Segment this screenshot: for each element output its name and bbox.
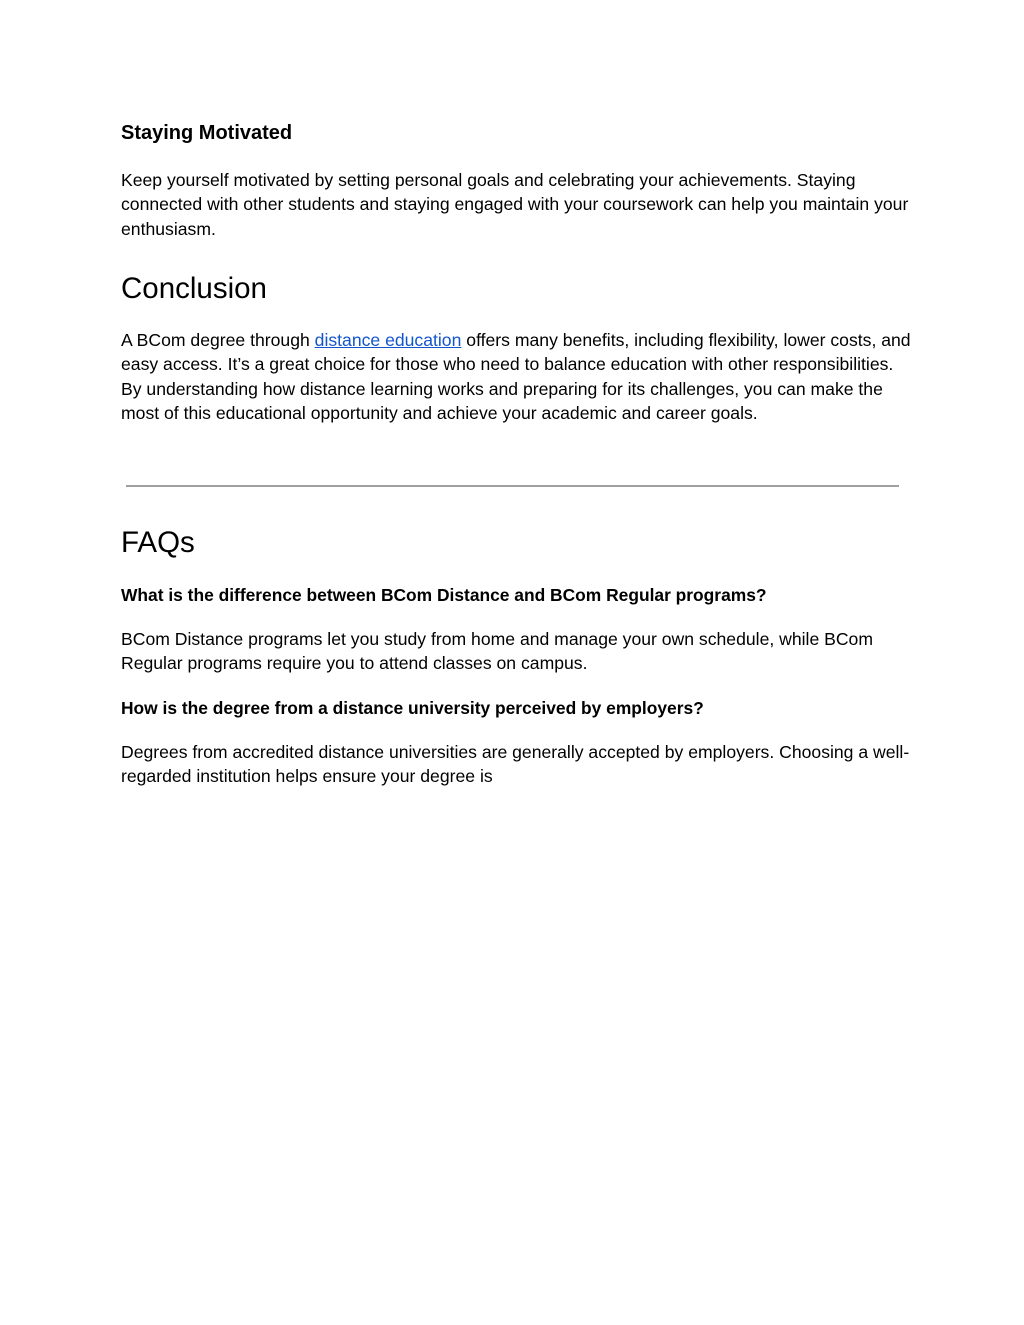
section-heading-faqs: FAQs <box>121 526 195 559</box>
horizontal-divider <box>126 485 899 487</box>
section-heading-conclusion: Conclusion <box>121 272 267 305</box>
faq-question-1: What is the difference between BCom Distance and BCom Regular programs? <box>121 585 767 605</box>
faq-question-2: How is the degree from a distance university perceived by employers? <box>121 698 704 718</box>
faq-answer-2: Degrees from accredited distance universities are generally accepted by employers. Choosing a well-regarded institution helps ensure your degree is <box>121 742 910 787</box>
section-paragraph-staying-motivated: Keep yourself motivated by setting personal goals and celebrating your achievements. Staying connected with other students and staying engaged with your coursework can help you maintain your enthusiasm. <box>121 170 909 239</box>
faq-answer-1: BCom Distance programs let you study from home and manage your own schedule, while BCom Regular programs require you to attend classes on campus. <box>121 629 873 674</box>
conclusion-text-start: A BCom degree through <box>121 330 315 350</box>
distance-education-link[interactable]: distance education <box>314 330 462 350</box>
section-paragraph-conclusion <box>121 328 911 426</box>
conclusion-text-end: offers many benefits, including flexibility, lower costs, and easy access. It’s a great choice for those who need to balance education with other responsibilities. By understanding how distance learning works and preparing for its challenges, you can make the most of this educational opportunity and achieve your academic and career goals. <box>121 330 911 424</box>
section-heading-staying-motivated: Staying Motivated <box>121 122 293 144</box>
